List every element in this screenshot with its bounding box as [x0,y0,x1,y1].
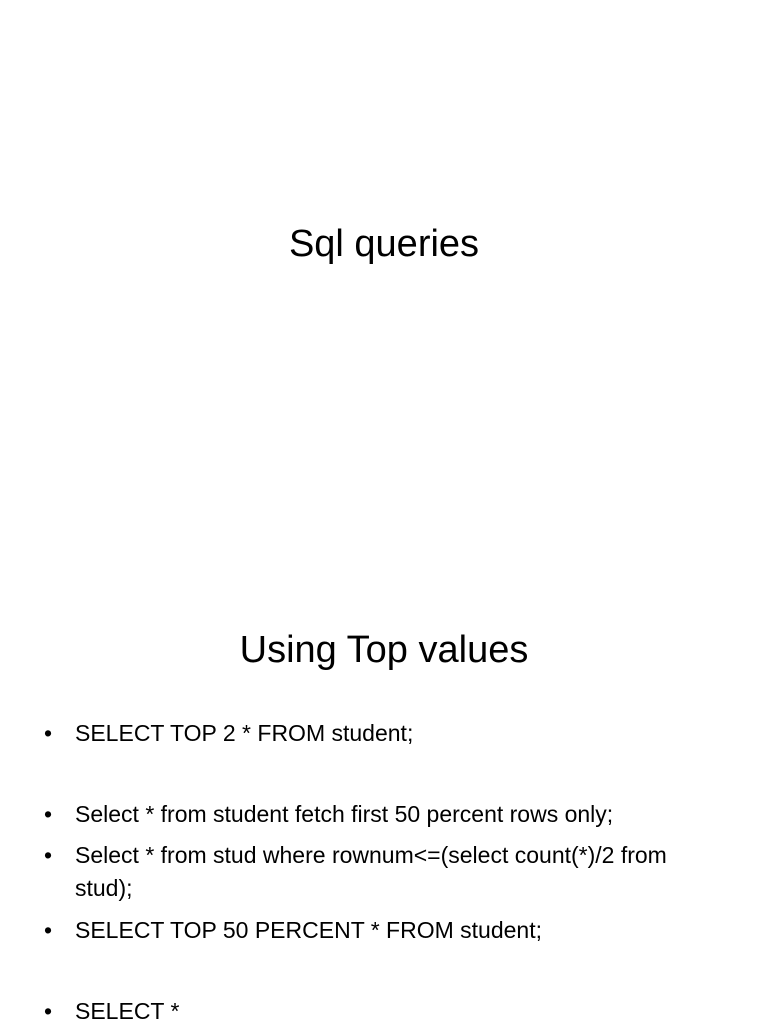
bullet-dot: • [44,720,53,746]
bullet-item [44,798,724,831]
slide-title: Sql queries [288,223,480,265]
bullet-dot: • [44,998,53,1024]
bullet-text: Select * from stud where rownum<=(select count(*)/2 from stud); [75,842,667,901]
slide-title: Using Top values [239,629,529,671]
bullet-text: SELECT TOP 50 PERCENT * FROM student; [75,917,542,943]
bullet-item [44,717,724,750]
bullet-dot: • [44,842,53,868]
bullet-item [44,839,724,905]
bullet-dot: • [44,917,53,943]
content-slide [0,576,768,1024]
bullet-text: Select * from student fetch first 50 percent rows only; [75,801,614,827]
bullet-item [44,995,724,1028]
bullet-dot: • [44,801,53,827]
bullet-text: SELECT TOP 2 * FROM student; [75,720,414,746]
bullet-text: SELECT * [75,998,180,1024]
bullet-item [44,914,724,947]
